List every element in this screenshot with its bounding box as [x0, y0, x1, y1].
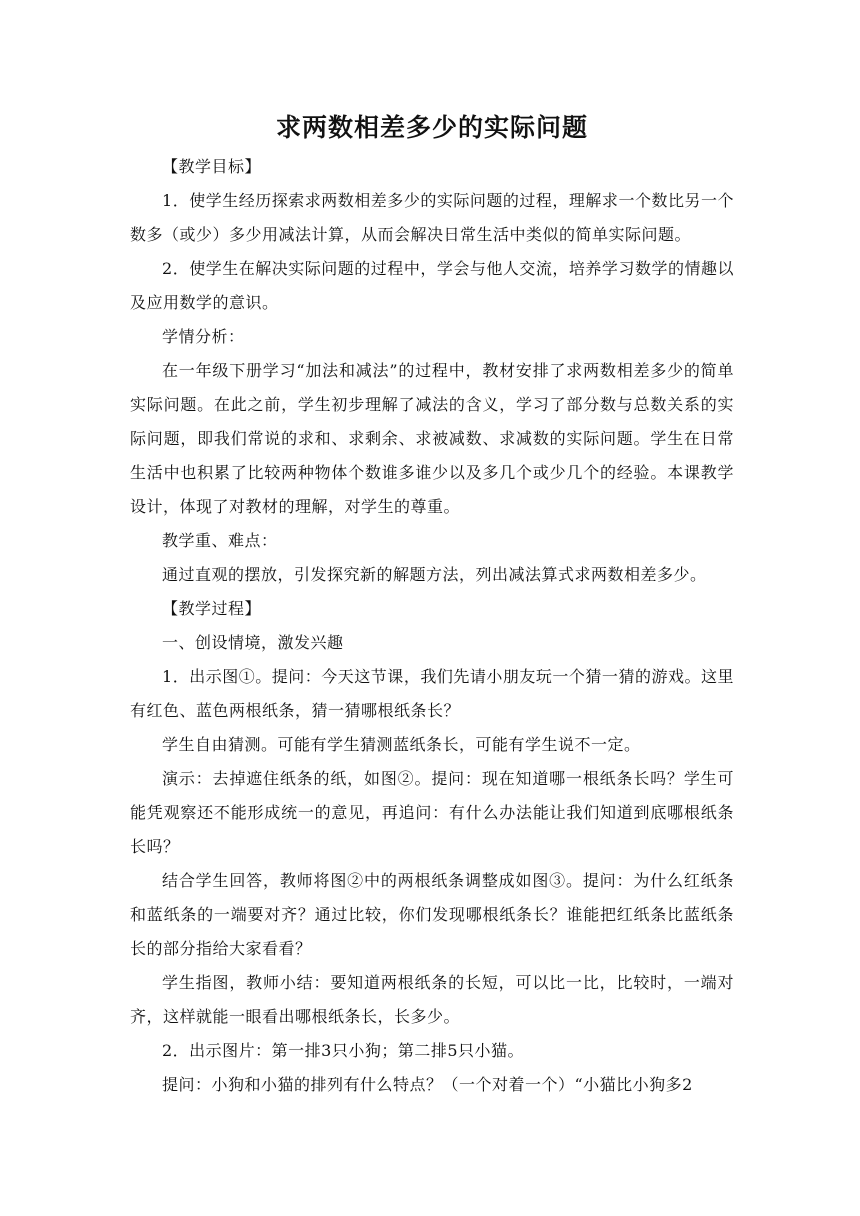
step-heading-1: 一、创设情境，激发兴趣 — [162, 633, 344, 652]
analysis-heading: 学情分析： — [162, 327, 245, 346]
analysis-paragraph: 在一年级下册学习“加法和减法”的过程中，教材安排了求两数相差多少的简单实际问题。在此之前，学生初步理解了减法的含义，学习了部分数与总数关系的实际问题，即我们常说的求和、求剩余、求被减数、求减数的实际问题。学生在日常生活中也积累了比较两种物体个数谁多谁少以及多几个或少几个的经验。本课教学设计，体现了对教材的理解，对学生的尊重。 — [130, 361, 734, 516]
process-paragraph-6: 2．出示图片：第一排3只小狗；第二排5只小猫。 — [162, 1041, 525, 1060]
process-paragraph-2: 学生自由猜测。可能有学生猜测蓝纸条长，可能有学生说不一定。 — [162, 735, 641, 754]
key-points-heading: 教学重、难点： — [162, 531, 278, 550]
key-points-paragraph: 通过直观的摆放，引发探究新的解题方法，列出减法算式求两数相差多少。 — [162, 565, 707, 584]
objective-2: 2．使学生在解决实际问题的过程中，学会与他人交流，培养学习数学的情趣以及应用数学的意识。 — [130, 259, 734, 312]
document-page — [130, 108, 734, 1102]
process-paragraph-4: 结合学生回答，教师将图②中的两根纸条调整成如图③。提问：为什么红纸条和蓝纸条的一端要对齐？通过比较，你们发现哪根纸条长？谁能把红纸条比蓝纸条长的部分指给大家看看？ — [130, 871, 734, 958]
process-paragraph-5: 学生指图，教师小结：要知道两根纸条的长短，可以比一比，比较时，一端对齐，这样就能一眼看出哪根纸条长，长多少。 — [130, 973, 734, 1026]
objective-1: 1．使学生经历探索求两数相差多少的实际问题的过程，理解求一个数比另一个数多（或少）多少用减法计算，从而会解决日常生活中类似的简单实际问题。 — [130, 191, 734, 244]
document-title: 求两数相差多少的实际问题 — [275, 113, 588, 142]
section-heading-process: 【教学过程】 — [162, 599, 262, 618]
section-heading-objectives: 【教学目标】 — [162, 157, 262, 176]
process-paragraph-7: 提问：小狗和小猫的排列有什么特点？（一个对着一个）“小猫比小狗多2 — [162, 1075, 693, 1094]
process-paragraph-1: 1．出示图①。提问：今天这节课，我们先请小朋友玩一个猜一猜的游戏。这里有红色、蓝色两根纸条，猜一猜哪根纸条长？ — [130, 667, 734, 720]
process-paragraph-3: 演示：去掉遮住纸条的纸，如图②。提问：现在知道哪一根纸条长吗？学生可能凭观察还不能形成统一的意见，再追问：有什么办法能让我们知道到底哪根纸条长吗？ — [130, 769, 734, 856]
